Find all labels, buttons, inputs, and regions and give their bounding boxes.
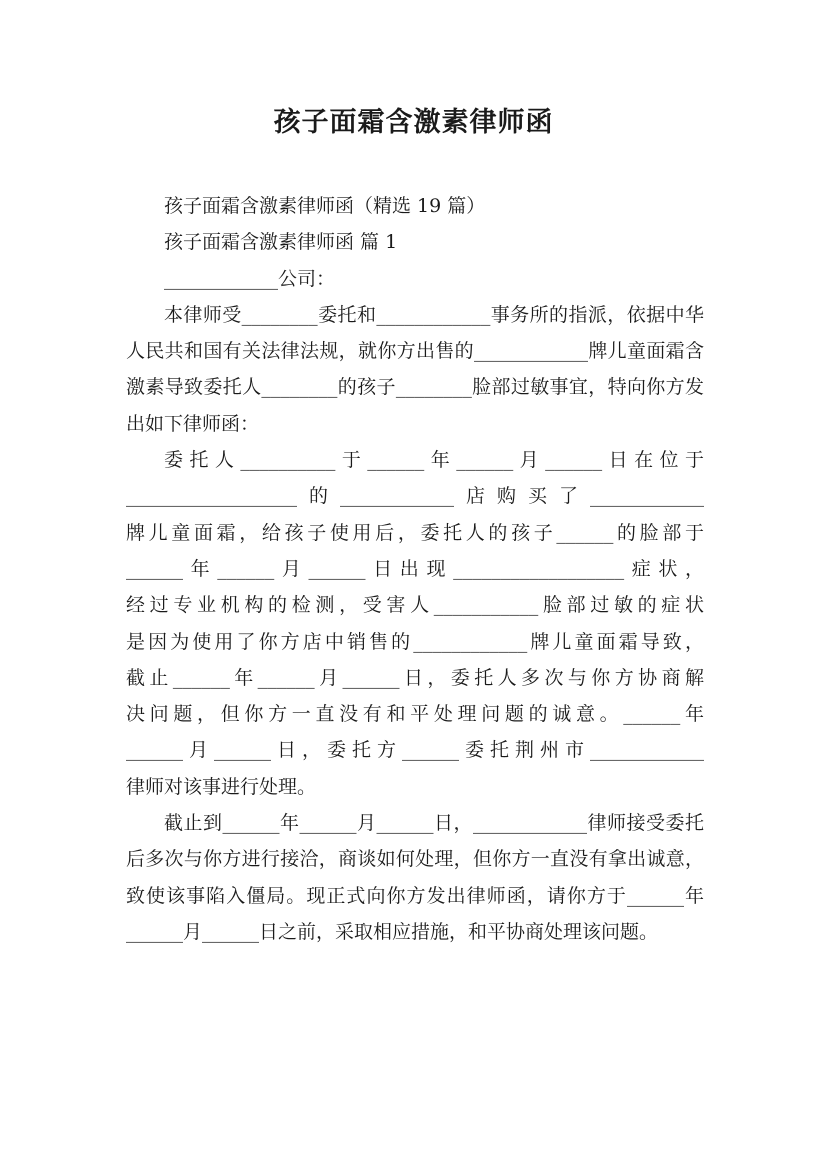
paragraph-2-line: 委托人__________于______年______月______日在位于: [164, 449, 704, 472]
paragraph-2-line: 经过专业机构的检测，受害人___________脸部过敏的症状: [126, 594, 704, 617]
paragraph-2-line: __________________的____________店购买了____________: [126, 485, 704, 508]
paragraph-2-line: 截止______年______月______日，委托人多次与你方协商解: [126, 666, 704, 689]
paragraph-2-line: ______月______日，委托方______委托荆州市____________: [126, 739, 704, 762]
paragraph-3: 截止到______年______月______日，____________律师接受委托后多次与你方进行接洽，商谈如何处理，但你方一直没有拿出诚意，致使该事陷入僵局。现正式向你方发出律师函，请你方于______年______月______日之前，采取相应措施，和平协商处理该问题。: [126, 812, 704, 943]
paragraph-2: [126, 442, 704, 805]
document-body: [126, 188, 704, 950]
paragraph-2-line: 是因为使用了你方店中销售的____________牌儿童面霜导致，: [126, 630, 704, 653]
paragraph-2-line: ______年______月______日出现__________________症状，: [126, 557, 704, 580]
paragraph-2-line: 牌儿童面霜，给孩子使用后，委托人的孩子______的脸部于: [126, 521, 704, 544]
section-heading: 孩子面霜含激素律师函 篇 1: [164, 231, 398, 254]
paragraph-1: 本律师受________委托和____________事务所的指派，依据中华人民共和国有关法律法规，就你方出售的____________牌儿童面霜含激素导致委托人________的孩子________脸部过敏事宜，特向你方发出如下律师函：: [126, 303, 704, 435]
document-title: 孩子面霜含激素律师函: [273, 107, 554, 138]
paragraph-2-line: 律师对该事进行处理。: [126, 775, 317, 798]
addressee-line: ____________公司：: [164, 267, 336, 290]
paragraph-2-line: 决问题，但你方一直没有和平处理问题的诚意。______年: [126, 703, 704, 726]
document-subtitle: 孩子面霜含激素律师函（精选 19 篇）: [164, 195, 486, 217]
